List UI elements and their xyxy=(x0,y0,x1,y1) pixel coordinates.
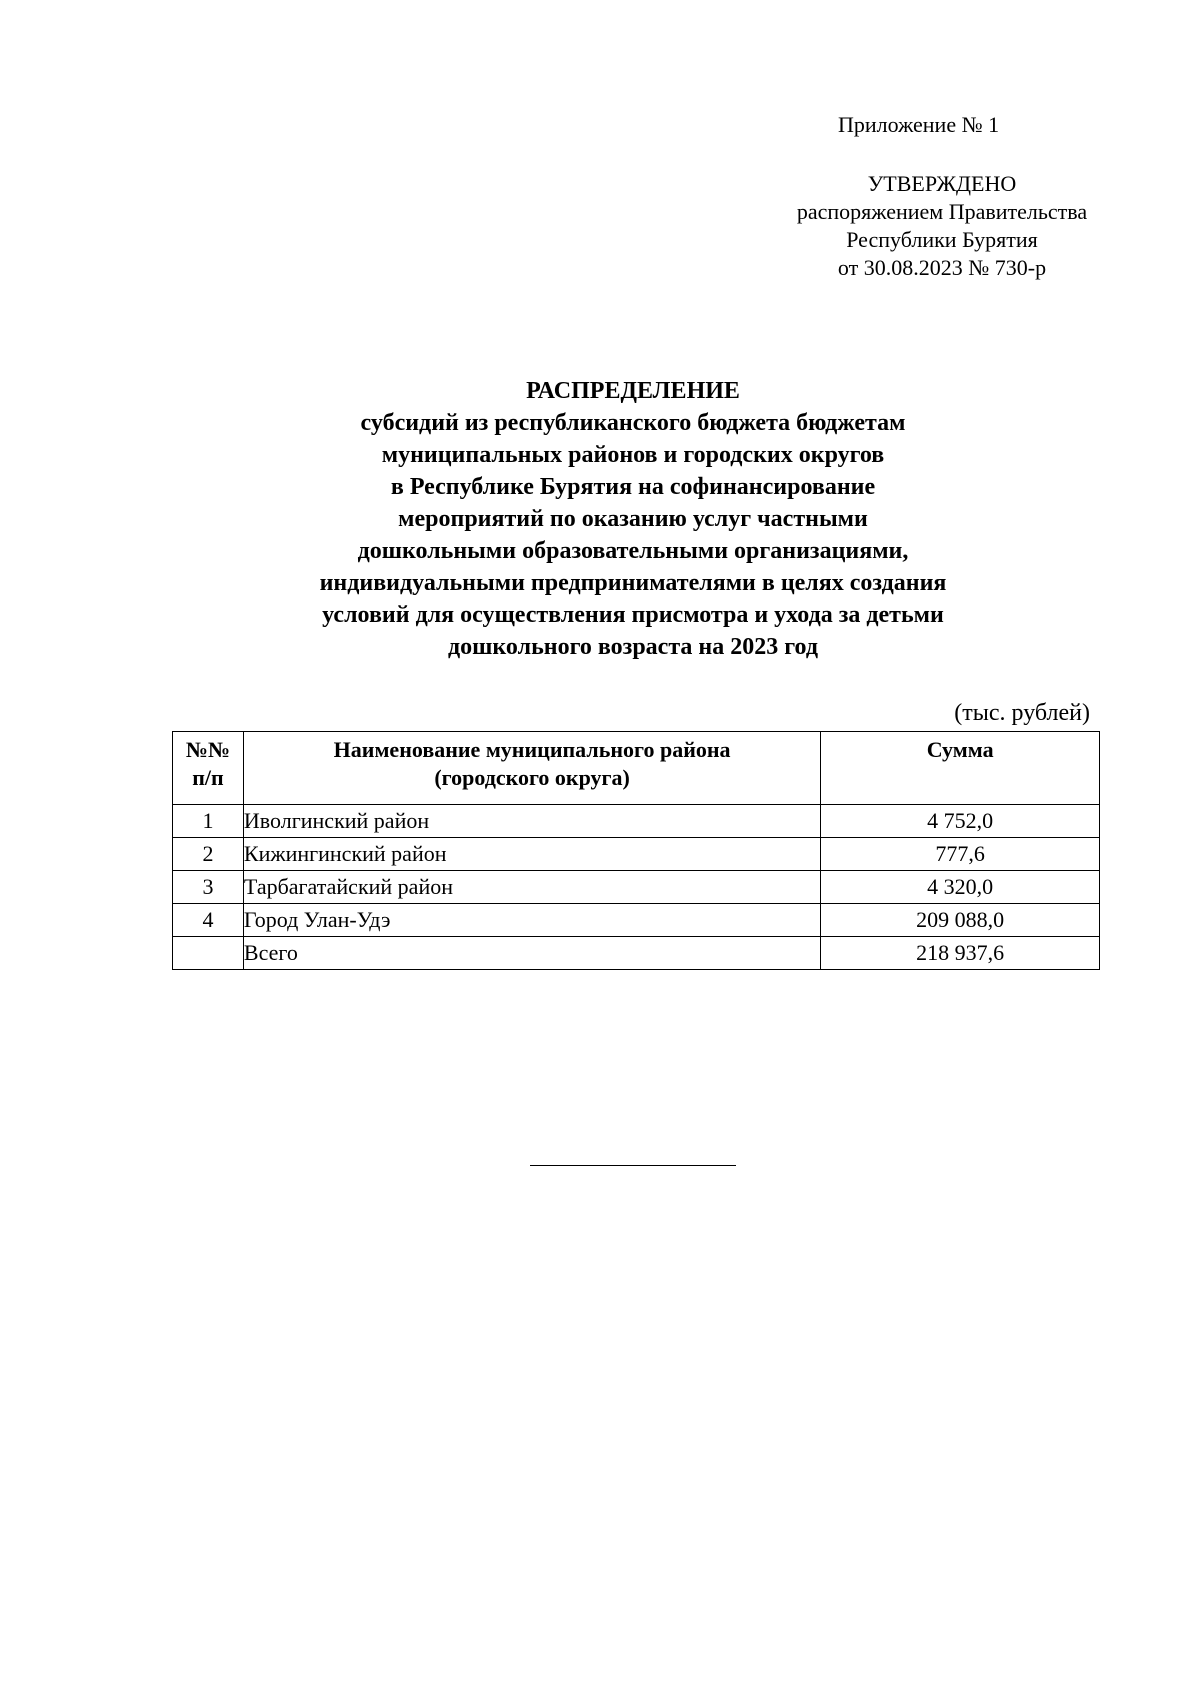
title-line: дошкольными образовательными организациями, xyxy=(357,538,909,564)
header-name: Наименование муниципального района (городского округа) xyxy=(243,732,820,805)
approval-line-approved: УТВЕРЖДЕНО xyxy=(867,171,1017,196)
end-divider xyxy=(530,1165,736,1166)
row-number: 3 xyxy=(173,871,244,904)
row-sum: 209 088,0 xyxy=(821,904,1100,937)
header-sum: Сумма xyxy=(821,732,1100,805)
annex-label: Приложение № 1 xyxy=(838,112,1000,137)
table-row xyxy=(173,838,1100,871)
title-line: мероприятий по оказанию услуг частными xyxy=(398,506,868,532)
title-line: РАСПРЕДЕЛЕНИЕ xyxy=(526,378,740,404)
distribution-table xyxy=(172,731,1100,970)
approval-line-order: распоряжением Правительства xyxy=(796,199,1088,224)
row-name: Тарбагатайский район xyxy=(243,871,820,904)
header-number: №№ п/п xyxy=(173,732,244,805)
title-line: муниципальных районов и городских округов xyxy=(381,442,885,468)
row-name: Иволгинский район xyxy=(243,805,820,838)
row-sum: 4 752,0 xyxy=(821,805,1100,838)
row-name: Кижингинский район xyxy=(243,838,820,871)
title-line: в Республике Бурятия на софинансирование xyxy=(390,474,876,500)
table-row xyxy=(173,904,1100,937)
row-sum: 777,6 xyxy=(821,838,1100,871)
row-number: 4 xyxy=(173,904,244,937)
row-number: 1 xyxy=(173,805,244,838)
approval-stamp xyxy=(742,170,1142,282)
title-line: субсидий из республиканского бюджета бюджетам xyxy=(360,410,906,436)
row-name: Город Улан-Удэ xyxy=(243,904,820,937)
approval-line-republic: Республики Бурятия xyxy=(846,227,1038,252)
table-header-row xyxy=(173,732,1100,805)
title-line: условий для осуществления присмотра и ухода за детьми xyxy=(322,602,944,628)
table-row xyxy=(173,871,1100,904)
title-line: дошкольного возраста на 2023 год xyxy=(448,634,818,660)
units-note: (тыс. рублей) xyxy=(954,700,1090,726)
total-label: Всего xyxy=(243,937,820,970)
table-row xyxy=(173,805,1100,838)
document-title xyxy=(200,375,1066,663)
approval-line-date-number: от 30.08.2023 № 730-р xyxy=(837,255,1047,280)
total-number xyxy=(173,937,244,970)
row-number: 2 xyxy=(173,838,244,871)
row-sum: 4 320,0 xyxy=(821,871,1100,904)
total-sum: 218 937,6 xyxy=(821,937,1100,970)
title-line: индивидуальными предпринимателями в целях создания xyxy=(319,570,947,596)
table-total-row xyxy=(173,937,1100,970)
